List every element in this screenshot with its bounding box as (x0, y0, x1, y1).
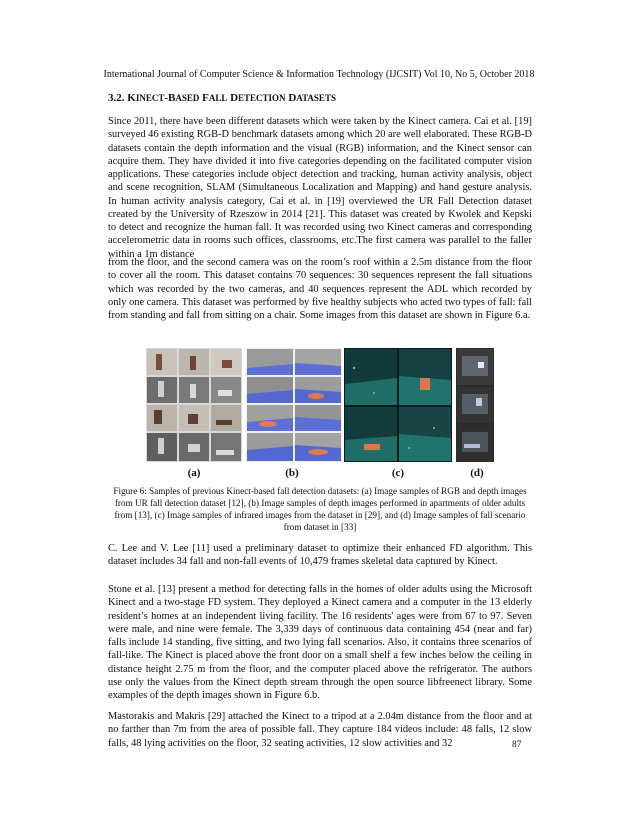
figure-label-a: (a) (187, 467, 201, 479)
paragraph-5: Mastorakis and Makris [29] attached the Kinect to a tripod at a 2.04m distance from the floor and at no farther than 7m from the area of possible fall. They capture 184 videos include: 48 falls, 12 slow falls, 48 lying activities on the floor, 32 seating activities, 12 slow activities and 32 (108, 711, 532, 749)
paragraph-2: from the floor, and the second camera was on the room’s roof within a 2.5m distance from the floor to cover all the room. This dataset contains 70 sequences: 30 sequences represent the fall situations which was recorded by the two cameras, and 40 sequences represent the ADL which recorded by only one camera. This dataset was performed by five healthy subjects who acted two types of fall: fall from standing and fall from sitting on a chair. Some images from this dataset are shown in Figure 6.a. (108, 257, 532, 321)
journal-header: International Journal of Computer Science & Information Technology (IJCSIT) Vol 10, No 5, October 2018 (103, 69, 535, 80)
figure-caption: Figure 6: Samples of previous Kinect-based fall detection datasets: (a) Image samples of RGB and depth images from UR fall detection dataset [12], (b) Image samples of depth images performed in apartments of older adults from [13], (c) Image samples of infrared images from the dataset in [29], and (d) Image samples of fall scenario from dataset in [33] (113, 486, 527, 532)
figure-panel-c-image (344, 348, 452, 462)
figure-label-b: (b) (285, 467, 299, 479)
figure-panel-d-image (456, 348, 494, 462)
page-number: 87 (512, 740, 522, 750)
paragraph-4: Stone et al. [13] present a method for detecting falls in the homes of older adults using the Microsoft Kinect and a two-stage FD system. They deployed a Kinect camera and a computer in the 13 elderly resident’s homes at an independent living facility. The 16 residents' ages were from 67 to 97. Seven were male, and nine were female. The 3,339 days of continuous data containing 454 (near and far) falls include 14 standing, five sitting, and two lying fall scenarios. Also, it contains three scenarios of fall-like. The Kinect is placed above the front door on a small shelf a few inches below the ceiling in distance height 2.75 m from the floor, and the computer placed above the refrigerator. The authors use only the values from the Kinect depth stream through the open source libfreenect library. Some examples of the depth images shown in Figure 6.b. (108, 584, 532, 701)
figure-label-c: (c) (391, 467, 405, 479)
figure-label-d: (d) (470, 467, 484, 479)
figure-panel-b-image (246, 348, 342, 462)
figure-panel-a-image (146, 348, 242, 462)
figure-6 (108, 348, 532, 462)
paragraph-3: C. Lee and V. Lee [11] used a preliminary dataset to optimize their enhanced FD algorithm. This dataset includes 34 fall and non-fall events of 10,479 frames skeletal data captured by Kinect. (108, 543, 532, 568)
paragraph-1: Since 2011, there have been different datasets which were taken by the Kinect camera. Cai et al. [19] surveyed 46 existing RGB-D benchmark datasets among which 20 are well elaborated. These RGB-D datasets contain the depth information and the visual (RGB) information, and the Kinect sensor can acquire them. They have divided it into five categories depending on the facilitated computer vision applications. These categories include object detection and tracking, human activity analysis, object and scene recognition, SLAM (Simultaneous Localization and Mapping) and hand gesture analysis. In human activity analysis category, Cai et al. in [19] overviewed the UR Fall Detection dataset created by the University of Rzeszow in 2014 [21]. This dataset was created by Kwolek and Kepski to detect and recognize the human fall. It was recorded using two Kinect cameras and corresponding accelerometric data in rooms such offices, classrooms, etc.The first camera was parallel to the faller within a 1m distance (108, 116, 532, 260)
section-title: 3.2. KINECT-BASED FALL DETECTION DATASETS (108, 92, 336, 104)
